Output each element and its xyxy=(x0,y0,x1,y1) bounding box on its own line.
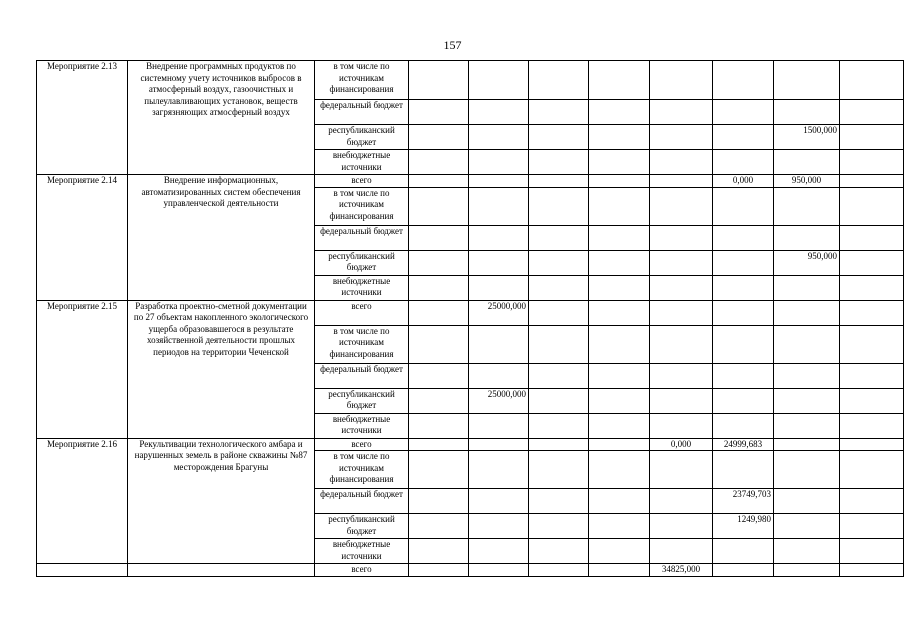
measure-label: Мероприятие 2.13 xyxy=(37,61,128,175)
value-cell xyxy=(650,250,713,275)
value-cell xyxy=(529,150,589,175)
value-cell xyxy=(589,489,650,514)
funding-source: всего xyxy=(315,438,409,451)
value-cell xyxy=(469,61,529,100)
value-cell xyxy=(589,388,650,413)
value-cell xyxy=(409,539,469,564)
value-cell xyxy=(650,225,713,250)
funding-source: в том числе по источникам финансирования xyxy=(315,187,409,225)
funding-source: республиканский бюджет xyxy=(315,250,409,275)
value-cell xyxy=(409,363,469,388)
value-cell xyxy=(529,225,589,250)
funding-source: республиканский бюджет xyxy=(315,514,409,539)
funding-source: республиканский бюджет xyxy=(315,125,409,150)
value-cell xyxy=(589,175,650,188)
value-cell xyxy=(774,489,840,514)
value-cell xyxy=(409,564,469,577)
value-cell xyxy=(529,438,589,451)
measure-label: Мероприятие 2.14 xyxy=(37,175,128,301)
value-cell xyxy=(469,325,529,363)
funding-source: внебюджетные источники xyxy=(315,413,409,438)
value-cell xyxy=(469,413,529,438)
value-cell xyxy=(774,300,840,325)
value-cell xyxy=(469,250,529,275)
value-cell xyxy=(774,564,840,577)
value-cell xyxy=(650,489,713,514)
value-cell xyxy=(529,451,589,489)
value-cell xyxy=(529,275,589,300)
value-cell xyxy=(529,325,589,363)
value-cell xyxy=(469,187,529,225)
value-cell xyxy=(650,187,713,225)
value-cell xyxy=(650,100,713,125)
value-cell xyxy=(589,451,650,489)
measure-label: Мероприятие 2.16 xyxy=(37,438,128,564)
value-cell xyxy=(589,438,650,451)
funding-source: республиканский бюджет xyxy=(315,388,409,413)
value-cell xyxy=(409,150,469,175)
value-cell xyxy=(713,363,774,388)
value-cell xyxy=(840,388,904,413)
value-cell xyxy=(409,300,469,325)
value-cell xyxy=(589,325,650,363)
value-cell xyxy=(713,413,774,438)
funding-source: всего xyxy=(315,564,409,577)
value-cell xyxy=(774,275,840,300)
value-cell: 23749,703 xyxy=(713,489,774,514)
table-row xyxy=(37,300,904,325)
value-cell xyxy=(469,451,529,489)
value-cell xyxy=(469,564,529,577)
measure-description xyxy=(128,564,315,577)
measure-description: Рекультивации технологического амбара и нарушенных земель в районе скважины №87 месторождения Брагуны xyxy=(128,438,315,564)
value-cell xyxy=(713,125,774,150)
value-cell xyxy=(409,388,469,413)
value-cell xyxy=(409,250,469,275)
value-cell: 1249,980 xyxy=(713,514,774,539)
value-cell: 0,000 xyxy=(650,438,713,451)
table-row xyxy=(37,175,904,188)
value-cell xyxy=(529,539,589,564)
value-cell xyxy=(774,438,840,451)
value-cell xyxy=(840,438,904,451)
value-cell xyxy=(650,61,713,100)
value-cell xyxy=(650,363,713,388)
value-cell xyxy=(713,300,774,325)
value-cell xyxy=(713,539,774,564)
value-cell xyxy=(774,61,840,100)
value-cell xyxy=(469,489,529,514)
value-cell: 25000,000 xyxy=(469,300,529,325)
value-cell xyxy=(840,225,904,250)
funding-source: федеральный бюджет xyxy=(315,100,409,125)
funding-source: федеральный бюджет xyxy=(315,489,409,514)
value-cell xyxy=(840,325,904,363)
value-cell xyxy=(529,489,589,514)
value-cell xyxy=(713,61,774,100)
page-number: 157 xyxy=(443,38,462,52)
value-cell xyxy=(589,225,650,250)
funding-source: в том числе по источникам финансирования xyxy=(315,451,409,489)
value-cell xyxy=(469,150,529,175)
value-cell xyxy=(840,275,904,300)
value-cell xyxy=(650,514,713,539)
value-cell xyxy=(529,125,589,150)
value-cell xyxy=(774,451,840,489)
value-cell xyxy=(409,514,469,539)
value-cell xyxy=(840,100,904,125)
value-cell xyxy=(469,175,529,188)
value-cell xyxy=(409,413,469,438)
value-cell xyxy=(589,250,650,275)
value-cell xyxy=(469,514,529,539)
value-cell xyxy=(713,187,774,225)
value-cell xyxy=(589,539,650,564)
value-cell xyxy=(713,250,774,275)
value-cell xyxy=(713,100,774,125)
value-cell xyxy=(650,175,713,188)
value-cell xyxy=(774,388,840,413)
value-cell xyxy=(840,363,904,388)
value-cell xyxy=(589,300,650,325)
value-cell xyxy=(589,125,650,150)
funding-source: внебюджетные источники xyxy=(315,539,409,564)
funding-source: федеральный бюджет xyxy=(315,363,409,388)
value-cell xyxy=(840,539,904,564)
value-cell xyxy=(713,564,774,577)
value-cell xyxy=(409,125,469,150)
value-cell xyxy=(409,61,469,100)
budget-table xyxy=(36,60,904,577)
value-cell xyxy=(529,250,589,275)
value-cell xyxy=(774,514,840,539)
measure-description: Разработка проектно-сметной документации по 27 объектам накопленного экологического ущерба образовавшегося в результате хозяйственной деятельности прошлых периодов на территории Чеченской xyxy=(128,300,315,438)
measure-label xyxy=(37,564,128,577)
table-row xyxy=(37,438,904,451)
value-cell xyxy=(650,125,713,150)
value-cell xyxy=(409,489,469,514)
measure-description: Внедрение программных продуктов по системному учету источников выбросов в атмосферный воздух, газоочистных и пылеулавливающих установок, веществ загрязняющих атмосферный воздух xyxy=(128,61,315,175)
value-cell xyxy=(529,514,589,539)
value-cell xyxy=(469,100,529,125)
value-cell xyxy=(469,225,529,250)
value-cell: 25000,000 xyxy=(469,388,529,413)
value-cell xyxy=(840,564,904,577)
value-cell xyxy=(774,539,840,564)
value-cell xyxy=(469,539,529,564)
value-cell xyxy=(409,325,469,363)
value-cell xyxy=(409,100,469,125)
value-cell xyxy=(650,150,713,175)
value-cell xyxy=(713,225,774,250)
value-cell xyxy=(529,61,589,100)
value-cell xyxy=(589,413,650,438)
value-cell: 34825,000 xyxy=(650,564,713,577)
funding-source: всего xyxy=(315,175,409,188)
value-cell xyxy=(650,325,713,363)
value-cell xyxy=(650,388,713,413)
value-cell xyxy=(469,363,529,388)
value-cell xyxy=(774,363,840,388)
value-cell xyxy=(469,125,529,150)
value-cell xyxy=(774,150,840,175)
value-cell xyxy=(409,451,469,489)
value-cell xyxy=(529,300,589,325)
funding-source: внебюджетные источники xyxy=(315,150,409,175)
value-cell xyxy=(840,61,904,100)
value-cell xyxy=(469,275,529,300)
value-cell xyxy=(840,413,904,438)
value-cell: 950,000 xyxy=(774,250,840,275)
value-cell: 950,000 xyxy=(774,175,840,188)
funding-source: внебюджетные источники xyxy=(315,275,409,300)
value-cell xyxy=(529,100,589,125)
funding-source: в том числе по источникам финансирования xyxy=(315,325,409,363)
value-cell xyxy=(774,100,840,125)
value-cell xyxy=(589,564,650,577)
value-cell xyxy=(650,300,713,325)
value-cell xyxy=(774,187,840,225)
value-cell xyxy=(774,413,840,438)
value-cell xyxy=(529,388,589,413)
value-cell xyxy=(774,225,840,250)
value-cell xyxy=(529,363,589,388)
value-cell xyxy=(713,275,774,300)
value-cell xyxy=(409,275,469,300)
value-cell xyxy=(469,438,529,451)
value-cell xyxy=(840,125,904,150)
funding-source: федеральный бюджет xyxy=(315,225,409,250)
value-cell: 0,000 xyxy=(713,175,774,188)
value-cell xyxy=(409,438,469,451)
value-cell xyxy=(713,451,774,489)
measure-label: Мероприятие 2.15 xyxy=(37,300,128,438)
funding-source: всего xyxy=(315,300,409,325)
value-cell xyxy=(589,187,650,225)
value-cell xyxy=(840,451,904,489)
value-cell: 24999,683 xyxy=(713,438,774,451)
value-cell xyxy=(713,325,774,363)
value-cell xyxy=(650,413,713,438)
value-cell: 1500,000 xyxy=(774,125,840,150)
table-row xyxy=(37,564,904,577)
value-cell xyxy=(840,175,904,188)
measure-description: Внедрение информационных, автоматизированных систем обеспечения управленческой деятельности xyxy=(128,175,315,301)
value-cell xyxy=(774,325,840,363)
funding-source: в том числе по источникам финансирования xyxy=(315,61,409,100)
value-cell xyxy=(840,300,904,325)
value-cell xyxy=(589,100,650,125)
value-cell xyxy=(713,388,774,413)
value-cell xyxy=(840,514,904,539)
value-cell xyxy=(650,275,713,300)
value-cell xyxy=(409,225,469,250)
value-cell xyxy=(840,187,904,225)
value-cell xyxy=(713,150,774,175)
value-cell xyxy=(840,150,904,175)
value-cell xyxy=(529,564,589,577)
value-cell xyxy=(650,451,713,489)
table-row xyxy=(37,61,904,100)
value-cell xyxy=(529,413,589,438)
value-cell xyxy=(409,175,469,188)
value-cell xyxy=(589,514,650,539)
value-cell xyxy=(589,61,650,100)
value-cell xyxy=(529,187,589,225)
value-cell xyxy=(840,489,904,514)
value-cell xyxy=(589,363,650,388)
value-cell xyxy=(589,150,650,175)
value-cell xyxy=(840,250,904,275)
value-cell xyxy=(409,187,469,225)
value-cell xyxy=(589,275,650,300)
value-cell xyxy=(529,175,589,188)
value-cell xyxy=(650,539,713,564)
